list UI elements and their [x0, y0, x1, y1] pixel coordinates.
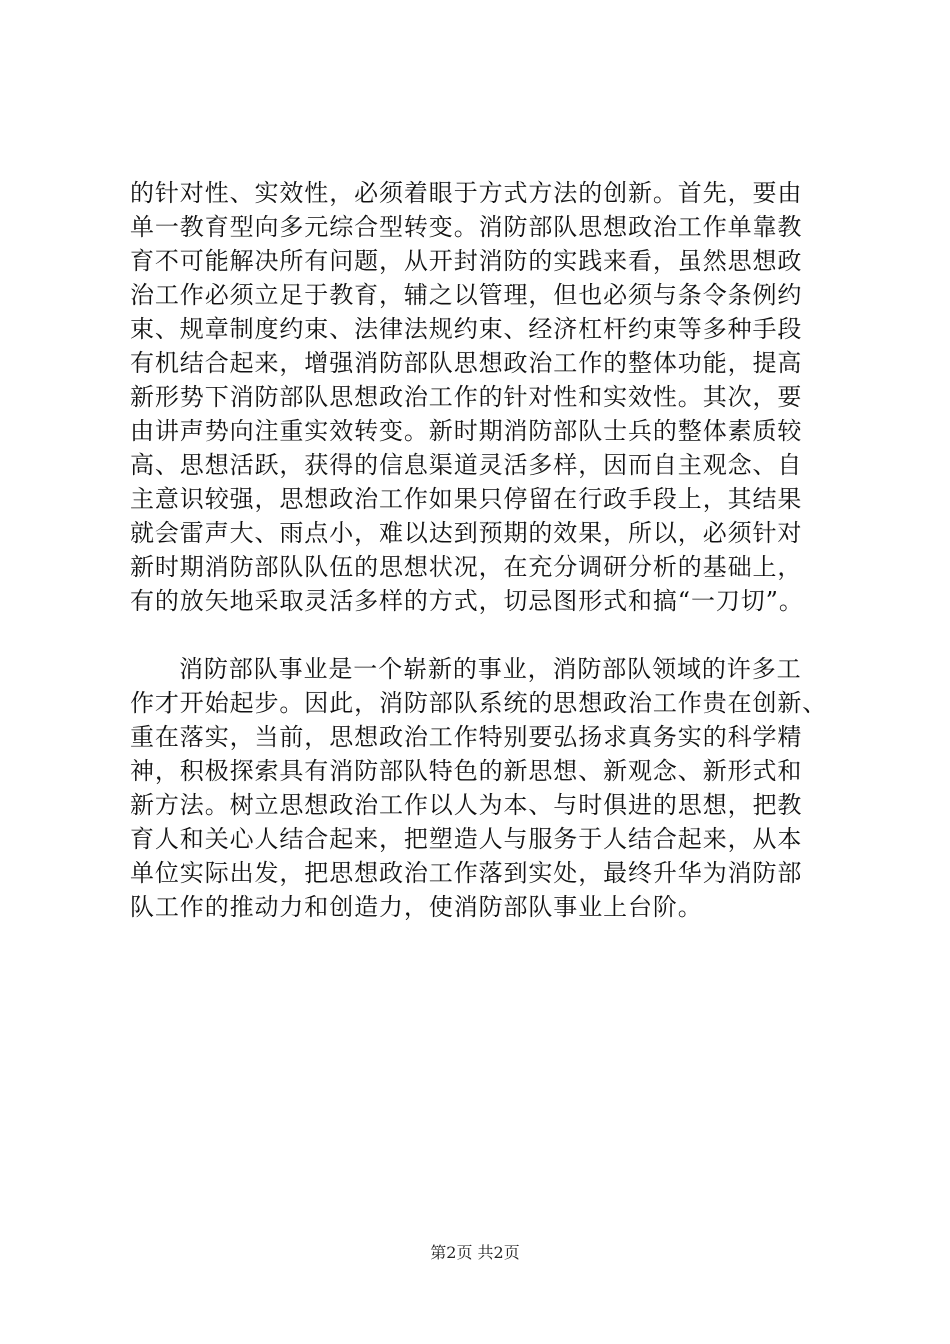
text-line: 消防部队事业是一个崭新的事业，消防部队领域的许多工 — [179, 655, 802, 683]
text-line: 单位实际出发，把思想政治工作落到实处，最终升华为消防部 — [130, 859, 803, 887]
text-line: 作才开始起步。因此，消防部队系统的思想政治工作贵在创新、 — [130, 689, 828, 717]
text-line: 高、思想活跃，获得的信息渠道灵活多样，因而自主观念、自 — [130, 451, 803, 479]
text-line: 单一教育型向多元综合型转变。消防部队思想政治工作单靠教 — [130, 213, 803, 241]
text-line: 新方法。树立思想政治工作以人为本、与时俱进的思想，把教 — [130, 791, 803, 819]
paragraph — [130, 652, 830, 924]
text-line: 有的放矢地采取灵活多样的方式，切忌图形式和搞“一刀切”。 — [130, 587, 804, 615]
page-footer: 第2页 共2页 — [430, 1243, 520, 1262]
text-line: 主意识较强，思想政治工作如果只停留在行政手段上，其结果 — [130, 485, 803, 513]
text-line: 育人和关心人结合起来，把塑造人与服务于人结合起来，从本 — [130, 825, 803, 853]
text-line: 新时期消防部队队伍的思想状况，在充分调研分析的基础上， — [130, 553, 803, 581]
text-line: 有机结合起来，增强消防部队思想政治工作的整体功能，提高 — [130, 349, 803, 377]
text-line: 新形势下消防部队思想政治工作的针对性和实效性。其次，要 — [130, 383, 803, 411]
body-text — [130, 176, 830, 924]
text-line: 神，积极探索具有消防部队特色的新思想、新观念、新形式和 — [130, 757, 803, 785]
paragraph — [130, 176, 830, 618]
text-line: 育不可能解决所有问题，从开封消防的实践来看，虽然思想政 — [130, 247, 803, 275]
text-line: 束、规章制度约束、法律法规约束、经济杠杆约束等多种手段 — [130, 315, 803, 343]
text-line: 重在落实，当前，思想政治工作特别要弘扬求真务实的科学精 — [130, 723, 803, 751]
text-line: 由讲声势向注重实效转变。新时期消防部队士兵的整体素质较 — [130, 417, 803, 445]
paragraph-gap — [130, 618, 830, 652]
text-line: 队工作的推动力和创造力，使消防部队事业上台阶。 — [130, 893, 703, 921]
text-line: 的针对性、实效性，必须着眼于方式方法的创新。首先，要由 — [130, 179, 803, 207]
text-line: 治工作必须立足于教育，辅之以管理，但也必须与条令条例约 — [130, 281, 803, 309]
text-line: 就会雷声大、雨点小，难以达到预期的效果，所以，必须针对 — [130, 519, 803, 547]
